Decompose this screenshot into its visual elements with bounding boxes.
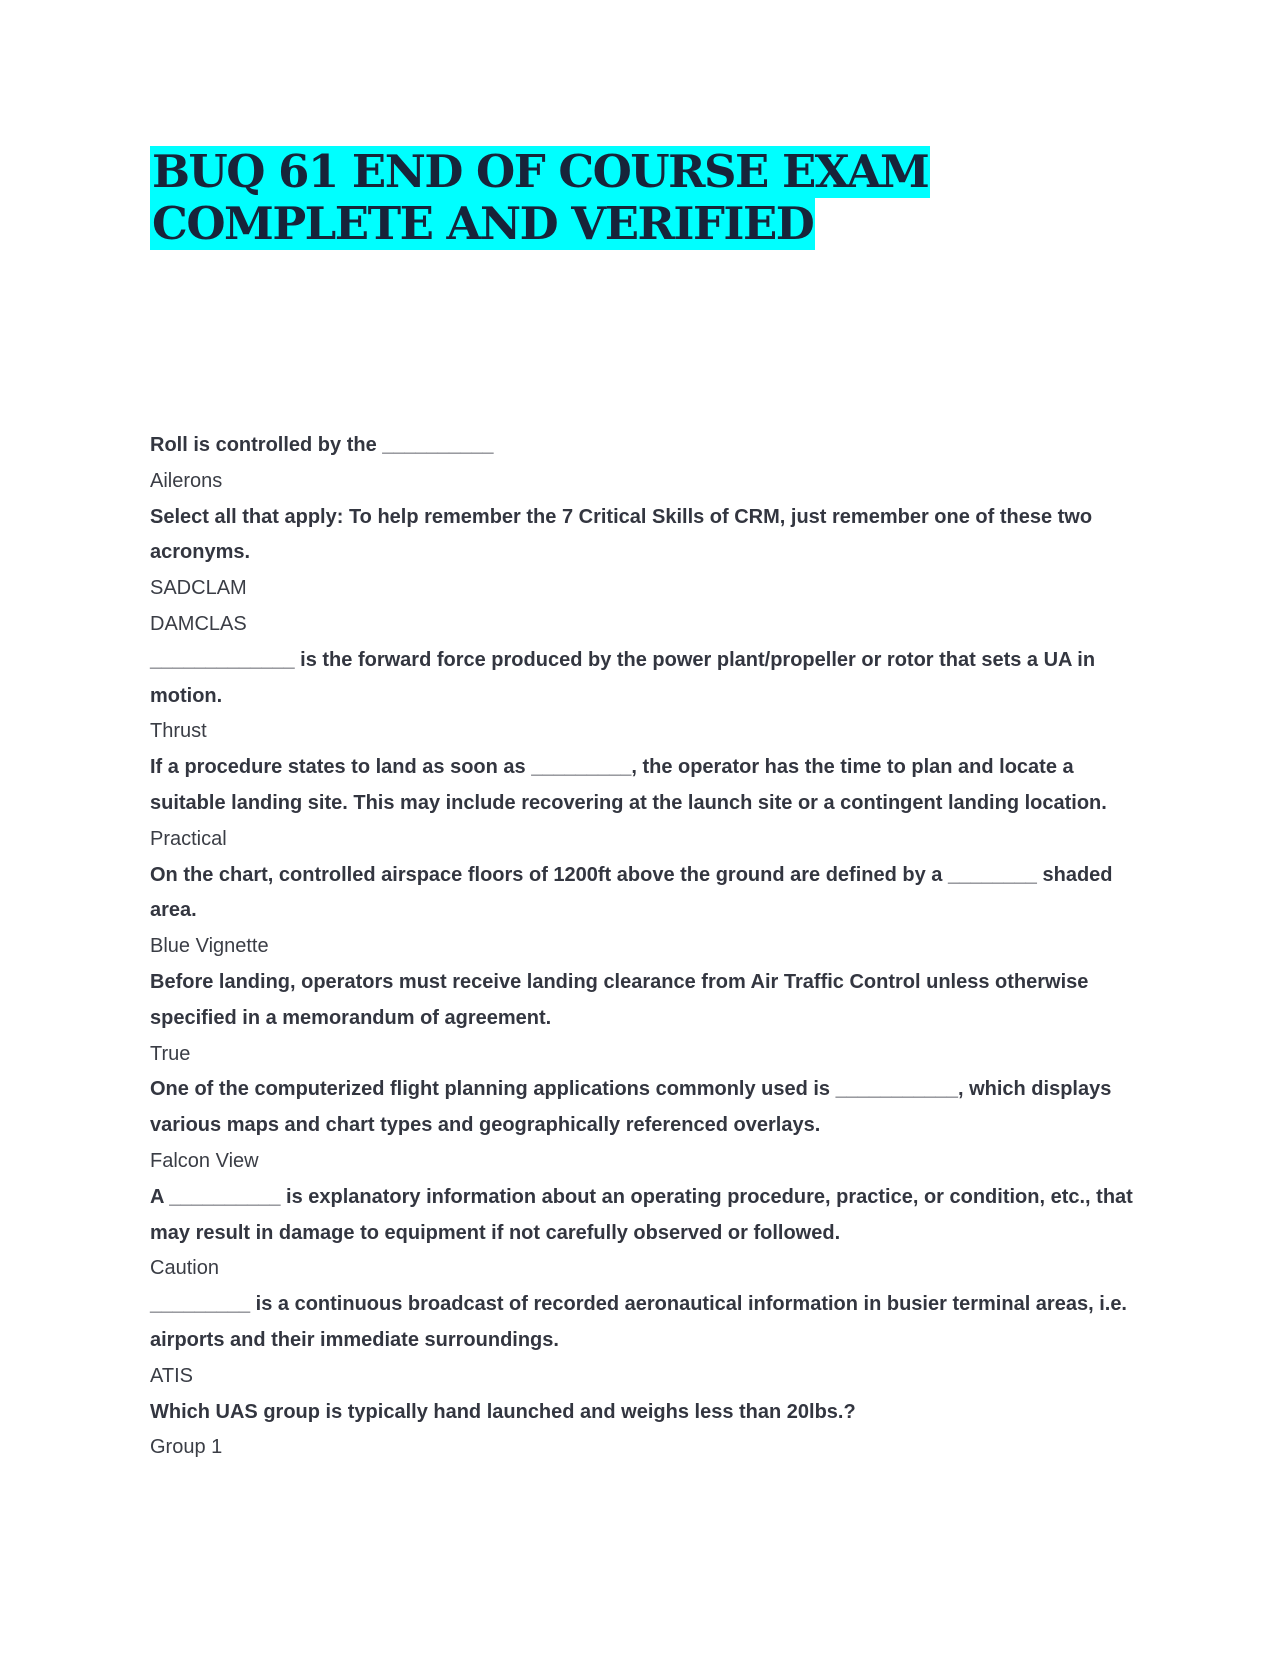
answer: Practical	[150, 827, 227, 850]
answer: Falcon View	[150, 1149, 259, 1172]
qa-item	[150, 1287, 1140, 1394]
title-line-1: BUQ 61 END OF COURSE EXAM	[152, 145, 929, 198]
qa-item	[150, 428, 1140, 500]
question-answer-list	[150, 428, 1140, 1466]
qa-item	[150, 1072, 1140, 1179]
qa-item	[150, 500, 1140, 643]
answer: Group 1	[150, 1436, 223, 1459]
answer: True	[150, 1042, 191, 1065]
answer: Ailerons	[150, 469, 223, 492]
answer: SADCLAM	[150, 577, 247, 600]
question: Select all that apply: To help remember the 7 Critical Skills of CRM, just remember one of these two acronyms.	[150, 505, 1093, 564]
answer: Thrust	[150, 720, 207, 743]
answer: ATIS	[150, 1364, 193, 1387]
question: One of the computerized flight planning applications commonly used is ___________, which displays various maps and chart types and geographically referenced overlays.	[150, 1078, 1112, 1137]
question: On the chart, controlled airspace floors of 1200ft above the ground are defined by a ________ shaded area.	[150, 863, 1113, 922]
document-title	[150, 146, 1150, 250]
qa-item	[150, 1395, 1140, 1467]
qa-item	[150, 858, 1140, 965]
question: _____________ is the forward force produced by the power plant/propeller or rotor that sets a UA in motion.	[150, 648, 1096, 707]
question: Which UAS group is typically hand launched and weighs less than 20lbs.?	[150, 1400, 856, 1423]
question: A __________ is explanatory information about an operating procedure, practice, or condition, etc., that may result in damage to equipment if not carefully observed or followed.	[150, 1185, 1133, 1244]
question: Roll is controlled by the __________	[150, 434, 494, 456]
qa-item	[150, 1180, 1140, 1287]
qa-item	[150, 750, 1140, 857]
question: _________ is a continuous broadcast of recorded aeronautical information in busier terminal areas, i.e. airports and their immediate surroundings.	[150, 1293, 1127, 1351]
title-line-2: COMPLETE AND VERIFIED	[152, 197, 814, 250]
answer: Blue Vignette	[150, 935, 269, 958]
qa-item	[150, 965, 1140, 1072]
question: If a procedure states to land as soon as _________, the operator has the time to plan and locate a suitable landing site. This may include recovering at the launch site or a contingent landing location.	[150, 756, 1107, 814]
answer: DAMCLAS	[150, 612, 247, 635]
question: Before landing, operators must receive landing clearance from Air Traffic Control unless otherwise specified in a memorandum of agreement.	[150, 970, 1089, 1029]
answer: Caution	[150, 1257, 219, 1280]
qa-item	[150, 643, 1140, 750]
